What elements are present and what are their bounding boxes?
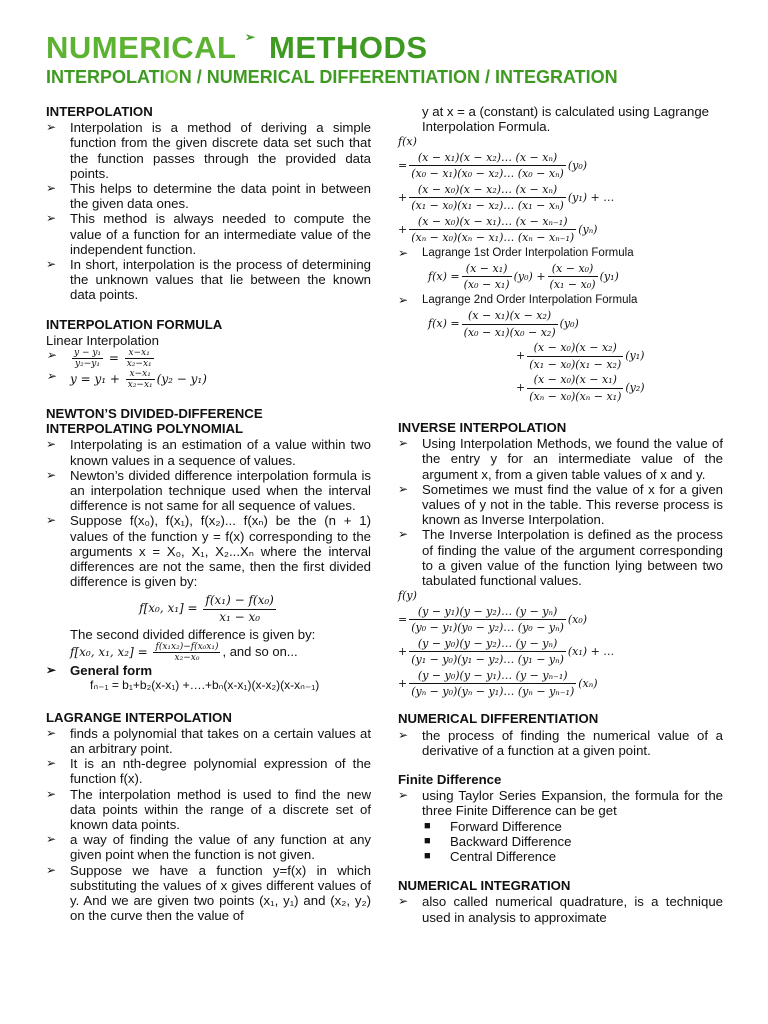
lagrange-2nd-eq: f(x) = (x − x₁)(x − x₂) (x₀ − x₁)(x₀ − x₂) (y₀) + (x − x₀)(x − x₂) (x₁ − x₀)(x₁ − x₂) (y₁) + (x − x₀)(x − x₁) (xₙ − x₀)(xₙ − x₁) (y₂) <box>428 309 645 403</box>
list-item: ■ Central Difference <box>398 849 723 864</box>
bullet: ➢ Sometimes we must find the value of x for a given values of y not in the table. This reverse process is known as Inverse Interpolation. <box>398 482 723 528</box>
bullet: ➢ The Inverse Interpolation is defined as the process of finding the value of the argument corresponding to a given value of the function lying between two tabulated functional values. <box>398 527 723 588</box>
linear-eq-2: ➢ y = y₁ + $\frac{\text{x−x₁}}{\text{x₂−x₁}}$ (y₂ − y₁) <box>46 369 371 390</box>
lagrange-1st-label: ➢ Lagrange 1st Order Interpolation Formula <box>398 246 723 261</box>
left-column <box>46 100 371 923</box>
heading-lagrange: LAGRANGE INTERPOLATION <box>46 709 232 725</box>
lagrange-2nd-label: ➢ Lagrange 2nd Order Interpolation Formula <box>398 293 723 308</box>
bullet: ➢ Interpolating is an estimation of a value within two known values in a sequence of values. <box>46 437 371 467</box>
linear-label: Linear Interpolation <box>46 332 159 348</box>
general-form-eq: fₙ₋₁ = b₁+b₂(x-x₁) +….+bₙ(x-x₁)(x-x₂)(x-xₙ₋₁) <box>90 678 320 693</box>
first-divided-difference: f[x₀, x₁] = $\frac{\text{f(x₁) − f(x₀)}}{\text{x₁ − x₀}}$ <box>139 593 274 624</box>
heading-newton: NEWTON’S DIVIDED-DIFFERENCE INTERPOLATING POLYNOMIAL <box>46 406 263 437</box>
bullet: ➢ a way of finding the value of any function at any given point when the function is not given. <box>46 832 371 862</box>
page-subtitle: INTERPOLATION / NUMERICAL DIFFERENTIATION / INTEGRATION <box>46 67 618 87</box>
right-column <box>398 104 723 925</box>
second-divided-difference: f[x₀, x₁, x₂] = $\frac{\text{f(x₁x₂)−f(x₀x₁)}}{\text{x₂−x₀}}$ , and so on... <box>70 642 298 664</box>
bullet: ➢ also called numerical quadrature, is a technique used in analysis to approximate <box>398 894 723 924</box>
page-title: NUMERICAL ➢ METHODS <box>46 30 428 66</box>
bullet: ➢ Interpolation is a method of deriving a simple function from the given discrete data set such that the function passes through the provided data points. <box>46 120 371 181</box>
bullet: ➢ finds a polynomial that takes on a certain values at an arbitrary point. <box>46 726 371 756</box>
linear-eq-1: ➢ $\frac{\text{y − y₁}}{\text{y₂−y₁}}$ = $\frac{\text{x−x₁}}{\text{x₂−x₁}}$ <box>46 348 371 369</box>
second-dd-label: The second divided difference is given by: <box>70 626 316 642</box>
bullet: ➢ It is an nth-degree polynomial expression of the function f(x). <box>46 756 371 786</box>
bullet: ➢ This helps to determine the data point in between the given data ones. <box>46 181 371 211</box>
bullet: ➢ In short, interpolation is the process of determining the unknown values that lie between the known data points. <box>46 257 371 303</box>
heading-numerical-differentiation: NUMERICAL DIFFERENTIATION <box>398 711 599 727</box>
lagrange-1st-eq: f(x) = (x − x₁) (x₀ − x₁) (y₀) + (x − x₀) (x₁ − x₀) (y₁) <box>428 262 619 292</box>
heading-finite-difference: Finite Difference <box>398 772 502 788</box>
heading-numerical-integration: NUMERICAL INTEGRATION <box>398 878 571 894</box>
general-form-label: ➢ General form <box>46 663 371 678</box>
heading-inverse-interpolation: INVERSE INTERPOLATION <box>398 420 567 436</box>
bullet: ➢ Newton’s divided difference interpolation formula is an interpolation technique used when the interval difference is not same for all sequence of values. <box>46 468 371 514</box>
bullet: ➢ the process of finding the numerical value of a derivative of a function at a given point. <box>398 728 723 758</box>
bullet: ➢ using Taylor Series Expansion, the formula for the three Finite Difference can be get <box>398 788 723 818</box>
list-item: ■ Backward Difference <box>398 834 723 849</box>
bullet: ➢ This method is always needed to compute the value of a function for an intermediate value of the independent function. <box>46 211 371 257</box>
heading-interpolation-formula: INTERPOLATION FORMULA <box>46 316 223 332</box>
lagrange-general-formula: f(x) = (x − x₁)(x − x₂)… (x − xₙ) (x₀ − x₁)(x₀ − x₂)… (x₀ − xₙ) (y₀) + (x − x₀)(x − x₂)… (x − xₙ) (x₁ − x₀)(x₁ − x₂)… (x₁ − xₙ) (y₁) + … + (x − x₀)(x − x₁)… (x − xₙ₋₁) (xₙ − x₀)(xₙ − x₁)… (xₙ − xₙ₋₁) (yₙ) <box>398 135 615 245</box>
inverse-lagrange-formula: f(y) = (y − y₁)(y − y₂)… (y − yₙ) (y₀ − y₁)(y₀ − y₂)… (y₀ − yₙ) (x₀) + (y − y₀)(y − y₂)… (y − yₙ) (y₁ − y₀)(y₁ − y₂)… (y₁ − yₙ) (x₁) + … + (y − y₀)(y − y₁)… (y − yₙ₋₁) (yₙ − y₀)(yₙ − y₁)… (yₙ − yₙ₋₁) (xₙ) <box>398 589 615 698</box>
heading-interpolation: INTERPOLATION <box>46 104 153 119</box>
list-item: ■ Forward Difference <box>398 819 723 834</box>
bullet: ➢ Suppose f(x₀), f(x₁), f(x₂)... f(xₙ) be the (n + 1) values of the function y = f(x) corresponding to the arguments x = X₀, X₁, X₂...Xₙ where the interval differences are not the same, then the first divided difference is given by: <box>46 513 371 589</box>
bullet: ➢ The interpolation method is used to find the new data points within the range of a discrete set of known data points. <box>46 787 371 833</box>
bullet: ➢ Suppose we have a function y=f(x) in which substituting the values of x gives different values of y. And we are given two points (x₁, y₁) and (x₂, y₂) on the curve then the value of <box>46 863 371 924</box>
bullet: ➢ Using Interpolation Methods, we found the value of the entry y for an intermediate value of the argument x, from a given table values of x and y. <box>398 436 723 482</box>
continued-text: y at x = a (constant) is calculated using Lagrange Interpolation Formula. <box>422 104 709 135</box>
